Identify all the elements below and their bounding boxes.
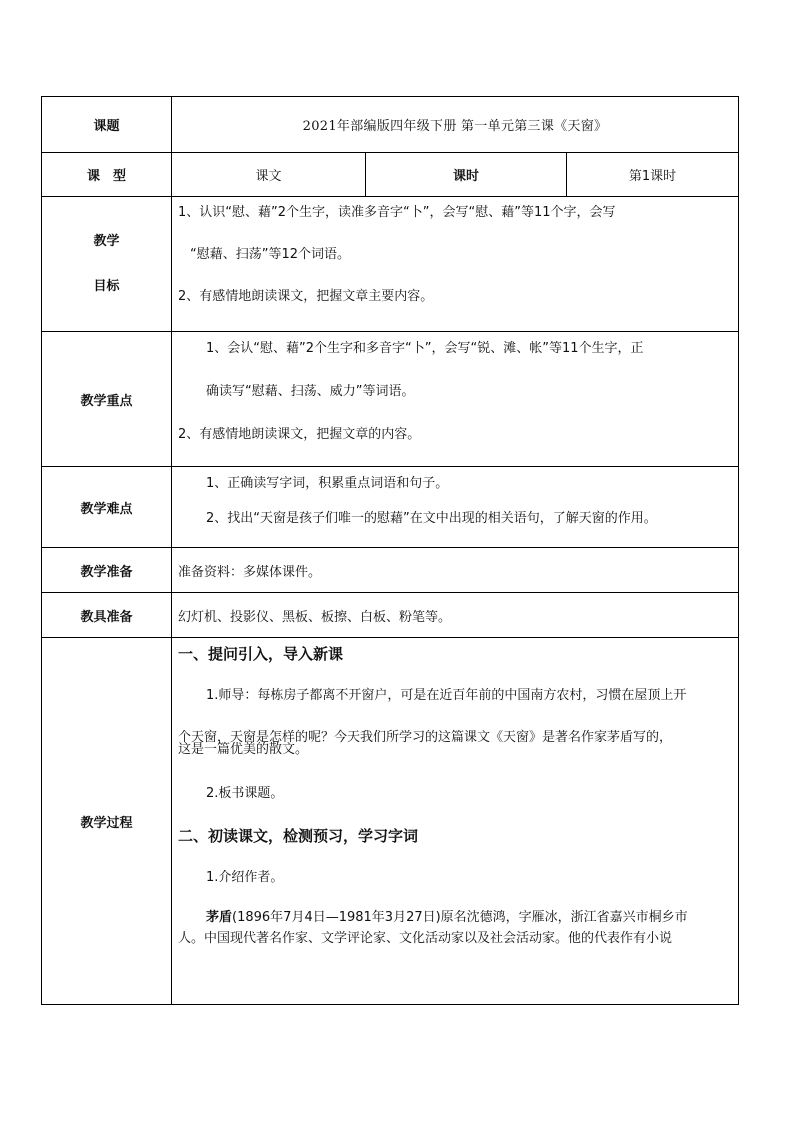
process-label: 教学过程 — [42, 638, 172, 1005]
type-label: 课 型 — [42, 153, 172, 197]
title-row — [42, 97, 739, 153]
process-row — [42, 638, 739, 1005]
objectives-label-line-1: 教学 — [93, 234, 120, 249]
type-row — [42, 153, 739, 197]
objective-line: 1、认识“慰、藉”2个生字，读准多音字“卜”，会写“慰、藉”等11个字，会写 — [178, 205, 616, 220]
title-label: 课题 — [42, 97, 172, 153]
key-points-row — [42, 332, 739, 467]
difficulty-line: 2、找出“天窗是孩子们唯一的慰藉”在文中出现的相关语句，了解天窗的作用。 — [206, 511, 657, 526]
tools-label: 教具准备 — [42, 593, 172, 638]
objectives-label-line-2: 目标 — [93, 279, 120, 294]
process-line: 2.板书课题。 — [206, 786, 284, 801]
section-2-title: 二、初读课文，检测预习，学习字词 — [178, 827, 419, 845]
lesson-title: 2021年部编版四年级下册 第一单元第三课《天窗》 — [172, 97, 739, 153]
key-points-label: 教学重点 — [42, 332, 172, 467]
type-value: 课文 — [172, 153, 366, 197]
tools-row — [42, 593, 739, 638]
key-point-line: 2、有感情地朗读课文，把握文章的内容。 — [178, 427, 421, 442]
process-line: 1.介绍作者。 — [206, 870, 284, 885]
section-1-title: 一、提问引入，导入新课 — [178, 645, 344, 663]
difficulties-row — [42, 467, 739, 548]
key-point-line: 1、会认“慰、藉”2个生字和多音字“卜”，会写“锐、滩、帐”等11个生字，正 — [206, 341, 644, 356]
difficulties-label: 教学难点 — [42, 467, 172, 548]
period-label: 课时 — [366, 153, 567, 197]
preparation-text: 准备资料：多媒体课件。 — [172, 548, 739, 593]
objectives-row — [42, 197, 739, 332]
objectives-label — [42, 197, 172, 332]
objectives-content — [172, 197, 739, 332]
author-bio-2: 人。中国现代著名作家、文学评论家、文化活动家以及社会活动家。他的代表作有小说 — [178, 931, 673, 946]
author-bio-1: (1896年7月4日—1981年3月27日)原名沈德鸿，字雁冰，浙江省嘉兴市桐乡市 — [232, 910, 688, 925]
process-line: 个天窗，天窗是怎样的呢？今天我们所学习的这篇课文《天窗》是著名作家茅盾写的， — [178, 730, 673, 745]
process-line: 1.师导：每栋房子都离不开窗户，可是在近百年前的中国南方农村，习惯在屋顶上开 — [206, 688, 687, 703]
lesson-plan-table — [41, 96, 739, 1005]
process-line: 这是一篇优美的散文。 — [178, 742, 309, 757]
preparation-label: 教学准备 — [42, 548, 172, 593]
key-point-line: 确读写“慰藉、扫荡、威力”等词语。 — [206, 384, 415, 399]
tools-text: 幻灯机、投影仪、黑板、板擦、白板、粉笔等。 — [172, 593, 739, 638]
author-name: 茅盾 — [206, 910, 233, 925]
author-line — [178, 908, 732, 928]
process-content — [172, 638, 739, 1005]
objective-line: 2、有感情地朗读课文，把握文章主要内容。 — [178, 289, 434, 304]
period-value: 第1课时 — [567, 153, 739, 197]
objective-line: “慰藉、扫荡”等12个词语。 — [190, 247, 351, 262]
preparation-row — [42, 548, 739, 593]
key-points-content — [172, 332, 739, 467]
difficulties-content — [172, 467, 739, 548]
difficulty-line: 1、正确读写字词，积累重点词语和句子。 — [206, 476, 449, 491]
